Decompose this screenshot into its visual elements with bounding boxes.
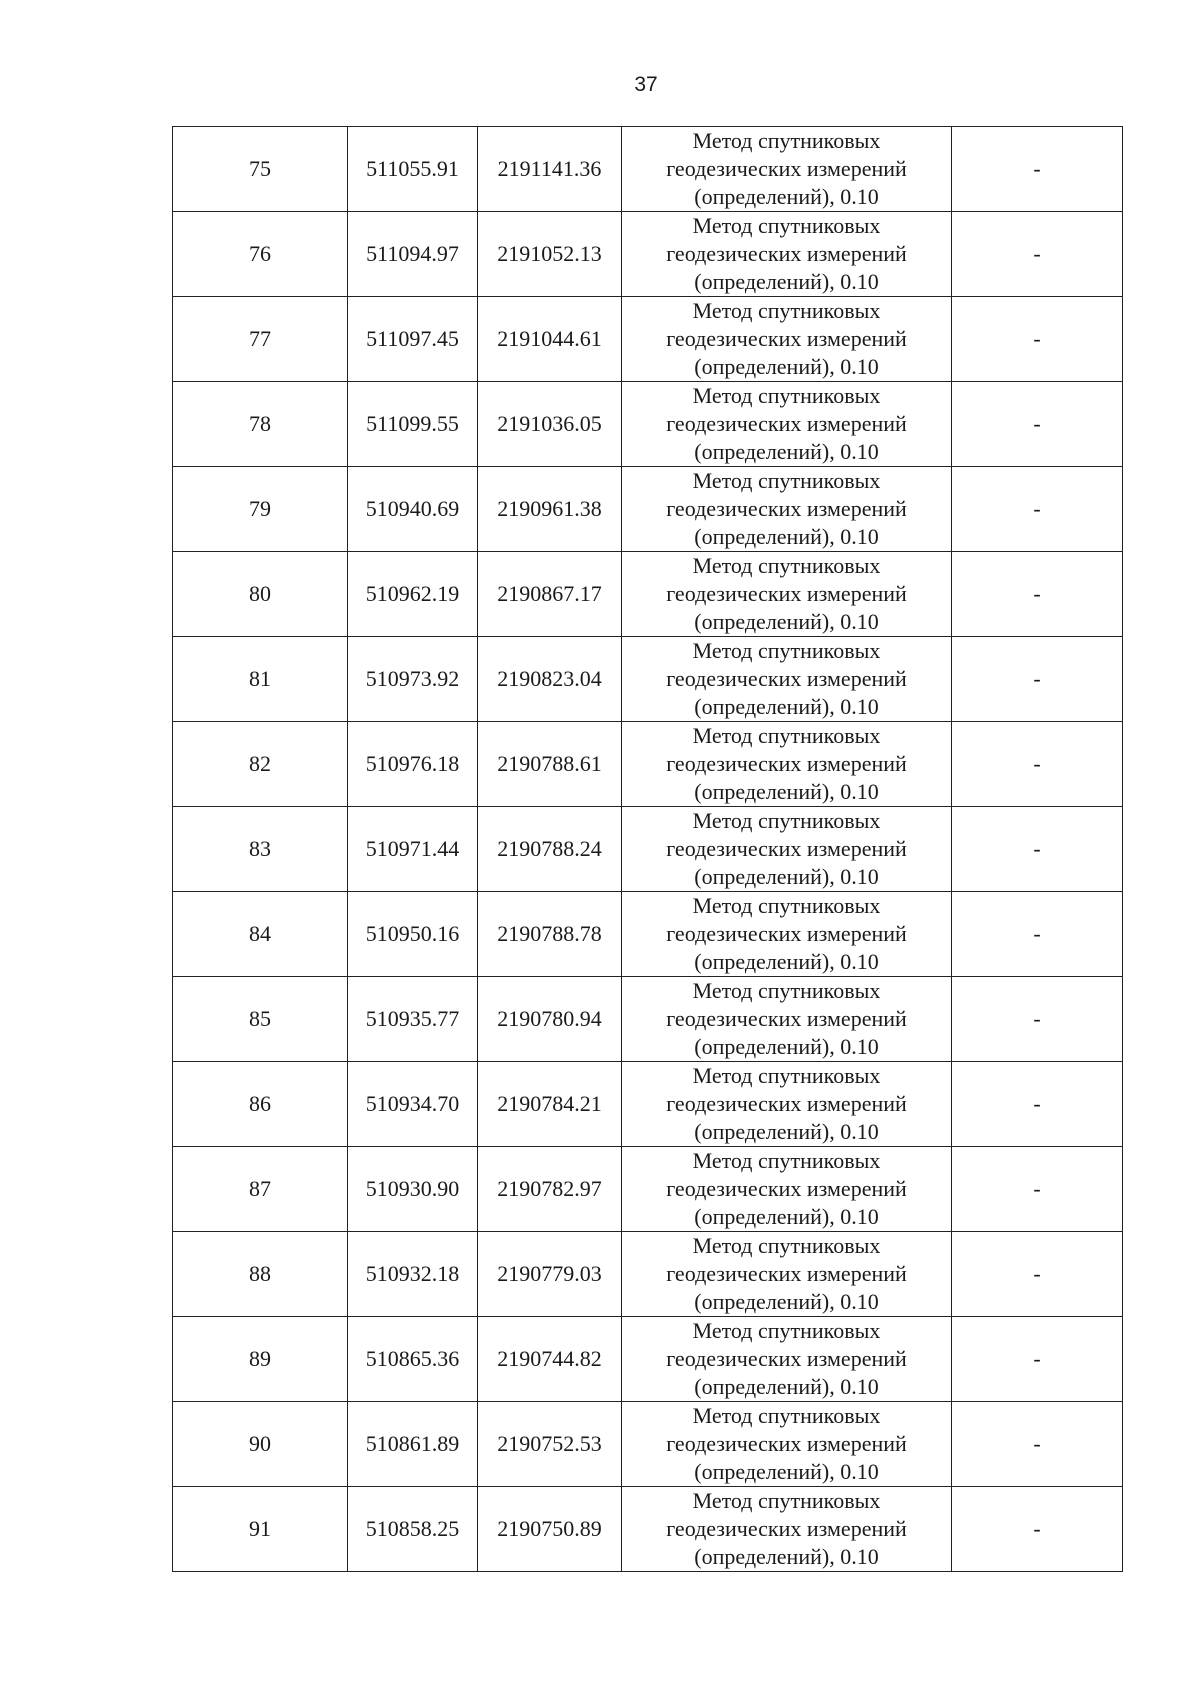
table-row [173,722,1123,807]
cell-method-accuracy [622,297,952,382]
cell-coordinate-y: 2190867.17 [478,552,622,637]
cell-description: - [952,637,1123,722]
cell-coordinate-y: 2191141.36 [478,127,622,212]
cell-method-accuracy [622,1062,952,1147]
cell-method-accuracy [622,1402,952,1487]
cell-point-number: 86 [173,1062,348,1147]
cell-point-number: 78 [173,382,348,467]
cell-method-accuracy [622,977,952,1062]
cell-method-accuracy [622,127,952,212]
table-row [173,977,1123,1062]
method-text: Метод спутниковых геодезических измерений (определений), 0.10 [666,1233,907,1314]
cell-point-number: 80 [173,552,348,637]
method-text: Метод спутниковых геодезических измерений (определений), 0.10 [666,638,907,719]
cell-coordinate-x: 510962.19 [348,552,478,637]
cell-method-accuracy [622,467,952,552]
cell-coordinate-y: 2190823.04 [478,637,622,722]
table-body [173,127,1123,1572]
method-text: Метод спутниковых геодезических измерений (определений), 0.10 [666,893,907,974]
cell-coordinate-y: 2190788.78 [478,892,622,977]
method-text: Метод спутниковых геодезических измерений (определений), 0.10 [666,1488,907,1569]
cell-description: - [952,1402,1123,1487]
method-text: Метод спутниковых геодезических измерений (определений), 0.10 [666,1063,907,1144]
cell-point-number: 84 [173,892,348,977]
cell-method-accuracy [622,1317,952,1402]
cell-coordinate-x: 510973.92 [348,637,478,722]
table-row [173,212,1123,297]
cell-description: - [952,1487,1123,1572]
method-text: Метод спутниковых геодезических измерений (определений), 0.10 [666,128,907,209]
cell-coordinate-x: 511097.45 [348,297,478,382]
cell-coordinate-x: 510940.69 [348,467,478,552]
cell-point-number: 75 [173,127,348,212]
method-text: Метод спутниковых геодезических измерений (определений), 0.10 [666,468,907,549]
table-row [173,467,1123,552]
cell-point-number: 79 [173,467,348,552]
table-row [173,552,1123,637]
cell-description: - [952,722,1123,807]
method-text: Метод спутниковых геодезических измерений (определений), 0.10 [666,553,907,634]
cell-coordinate-y: 2191036.05 [478,382,622,467]
table-row [173,1232,1123,1317]
cell-method-accuracy [622,1147,952,1232]
cell-point-number: 88 [173,1232,348,1317]
table-row [173,1487,1123,1572]
table-row [173,892,1123,977]
cell-coordinate-x: 510865.36 [348,1317,478,1402]
cell-description: - [952,1062,1123,1147]
cell-method-accuracy [622,1232,952,1317]
table-row [173,637,1123,722]
cell-coordinate-x: 510935.77 [348,977,478,1062]
method-text: Метод спутниковых геодезических измерений (определений), 0.10 [666,808,907,889]
cell-point-number: 81 [173,637,348,722]
cell-coordinate-x: 511094.97 [348,212,478,297]
method-text: Метод спутниковых геодезических измерений (определений), 0.10 [666,298,907,379]
cell-point-number: 85 [173,977,348,1062]
table-row [173,1062,1123,1147]
cell-description: - [952,127,1123,212]
cell-coordinate-y: 2190752.53 [478,1402,622,1487]
cell-method-accuracy [622,637,952,722]
cell-description: - [952,807,1123,892]
cell-coordinate-y: 2190788.61 [478,722,622,807]
cell-method-accuracy [622,212,952,297]
method-text: Метод спутниковых геодезических измерений (определений), 0.10 [666,1403,907,1484]
cell-point-number: 77 [173,297,348,382]
cell-coordinate-y: 2191052.13 [478,212,622,297]
cell-coordinate-y: 2190961.38 [478,467,622,552]
cell-coordinate-y: 2190782.97 [478,1147,622,1232]
cell-coordinate-y: 2190744.82 [478,1317,622,1402]
cell-method-accuracy [622,552,952,637]
cell-coordinate-y: 2190780.94 [478,977,622,1062]
cell-method-accuracy [622,1487,952,1572]
cell-point-number: 87 [173,1147,348,1232]
method-text: Метод спутниковых геодезических измерений (определений), 0.10 [666,383,907,464]
cell-coordinate-x: 511099.55 [348,382,478,467]
method-text: Метод спутниковых геодезических измерений (определений), 0.10 [666,723,907,804]
cell-coordinate-y: 2190750.89 [478,1487,622,1572]
cell-coordinate-x: 510861.89 [348,1402,478,1487]
table-row [173,1402,1123,1487]
cell-point-number: 90 [173,1402,348,1487]
method-text: Метод спутниковых геодезических измерений (определений), 0.10 [666,213,907,294]
cell-point-number: 91 [173,1487,348,1572]
table-row [173,1147,1123,1232]
cell-method-accuracy [622,807,952,892]
cell-description: - [952,297,1123,382]
cell-point-number: 89 [173,1317,348,1402]
cell-description: - [952,1317,1123,1402]
cell-description: - [952,1232,1123,1317]
cell-description: - [952,552,1123,637]
method-text: Метод спутниковых геодезических измерений (определений), 0.10 [666,978,907,1059]
coordinates-table [172,126,1123,1572]
cell-coordinate-x: 510976.18 [348,722,478,807]
cell-description: - [952,382,1123,467]
cell-coordinate-y: 2190779.03 [478,1232,622,1317]
table-row [173,127,1123,212]
method-text: Метод спутниковых геодезических измерений (определений), 0.10 [666,1148,907,1229]
cell-coordinate-x: 510971.44 [348,807,478,892]
cell-description: - [952,467,1123,552]
cell-point-number: 76 [173,212,348,297]
cell-description: - [952,1147,1123,1232]
table-row [173,1317,1123,1402]
table-row [173,807,1123,892]
cell-coordinate-y: 2190788.24 [478,807,622,892]
table-row [173,382,1123,467]
method-text: Метод спутниковых геодезических измерений (определений), 0.10 [666,1318,907,1399]
cell-method-accuracy [622,382,952,467]
cell-coordinate-x: 510858.25 [348,1487,478,1572]
cell-method-accuracy [622,892,952,977]
table-row [173,297,1123,382]
cell-coordinate-x: 510934.70 [348,1062,478,1147]
cell-description: - [952,212,1123,297]
cell-coordinate-x: 510932.18 [348,1232,478,1317]
page-number: 37 [634,73,658,96]
cell-coordinate-x: 510950.16 [348,892,478,977]
cell-method-accuracy [622,722,952,807]
cell-coordinate-y: 2191044.61 [478,297,622,382]
cell-point-number: 83 [173,807,348,892]
cell-description: - [952,977,1123,1062]
cell-description: - [952,892,1123,977]
cell-coordinate-x: 510930.90 [348,1147,478,1232]
cell-coordinate-y: 2190784.21 [478,1062,622,1147]
cell-coordinate-x: 511055.91 [348,127,478,212]
cell-point-number: 82 [173,722,348,807]
